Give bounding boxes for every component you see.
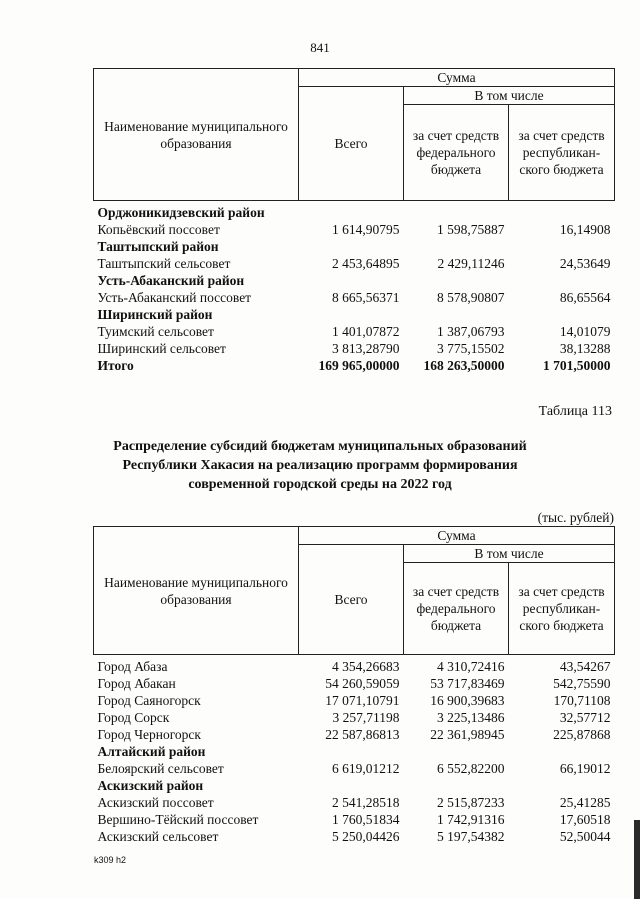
table-row — [94, 709, 615, 726]
table-row — [94, 692, 615, 709]
federal-value: 1 598,75887 — [437, 222, 505, 237]
republic-value: 43,54267 — [559, 659, 611, 674]
district-name: Таштыпский район — [97, 239, 219, 254]
table-row — [94, 323, 615, 340]
federal-value: 2 515,87233 — [437, 795, 505, 810]
header-republic: за счет средств республикан-ского бюджета — [509, 105, 615, 201]
table1-body — [94, 201, 615, 375]
municipality-name: Белоярский сельсовет — [97, 761, 224, 776]
municipality-name: Город Черногорск — [97, 727, 201, 742]
municipality-name: Копьёвский поссовет — [97, 222, 220, 237]
federal-value: 4 310,72416 — [437, 659, 505, 674]
federal-value: 53 717,83469 — [430, 676, 505, 691]
subsidy-table-113 — [93, 526, 615, 845]
header-sum: Сумма — [299, 69, 615, 87]
total-value: 5 250,04426 — [332, 829, 400, 844]
municipality-name: Ширинский сельсовет — [97, 341, 226, 356]
header-including: В том числе — [404, 87, 615, 105]
municipality-name: Аскизский сельсовет — [97, 829, 219, 844]
total-value: 169 965,00000 — [318, 358, 400, 373]
district-name: Орджоникидзевский район — [97, 205, 265, 220]
total-value: 54 260,59059 — [325, 676, 400, 691]
total-value: 3 813,28790 — [332, 341, 400, 356]
republic-value: 32,57712 — [559, 710, 611, 725]
municipality-name: Город Сорск — [97, 710, 170, 725]
total-value: 2 541,28518 — [332, 795, 400, 810]
table-row — [94, 221, 615, 238]
header-including: В том числе — [404, 545, 615, 563]
table-row — [94, 340, 615, 357]
subsidy-table-continued — [93, 68, 615, 374]
municipality-name: Итого — [97, 358, 134, 373]
federal-value: 5 197,54382 — [437, 829, 505, 844]
district-row — [94, 272, 615, 289]
district-name: Усть-Абаканский район — [97, 273, 245, 288]
republic-value: 1 701,50000 — [543, 358, 611, 373]
municipality-name: Вершино-Тёйский поссовет — [97, 812, 259, 827]
header-sum: Сумма — [299, 527, 615, 545]
table-row — [94, 794, 615, 811]
municipality-name: Усть-Абаканский поссовет — [97, 290, 252, 305]
table-row — [94, 811, 615, 828]
header-federal: за счет средств федерального бюджета — [404, 563, 509, 655]
municipality-name: Туимский сельсовет — [97, 324, 214, 339]
republic-value: 542,75590 — [553, 676, 611, 691]
header-republic: за счет средств республикан-ского бюджета — [509, 563, 615, 655]
total-value: 8 665,56371 — [332, 290, 400, 305]
republic-value: 16,14908 — [559, 222, 611, 237]
total-value: 6 619,01212 — [332, 761, 400, 776]
municipality-name: Город Абаза — [97, 659, 168, 674]
federal-value: 168 263,50000 — [423, 358, 505, 373]
republic-value: 52,50044 — [559, 829, 611, 844]
total-value: 3 257,71198 — [332, 710, 400, 725]
header-federal: за счет средств федерального бюджета — [404, 105, 509, 201]
municipality-name: Город Абакан — [97, 676, 176, 691]
header-name: Наименование муниципального образования — [94, 69, 299, 201]
federal-value: 3 775,15502 — [437, 341, 505, 356]
federal-value: 22 361,98945 — [430, 727, 505, 742]
title-line: Республики Хакасия на реализацию программ формирования — [122, 458, 518, 473]
republic-value: 14,01079 — [559, 324, 611, 339]
total-value: 1 614,90795 — [332, 222, 400, 237]
title-line: Распределение субсидий бюджетам муниципальных образований — [113, 439, 527, 454]
municipality-name: Город Саяногорск — [97, 693, 201, 708]
table-label: Таблица 113 — [538, 404, 612, 419]
table-row — [94, 726, 615, 743]
footer-code: k309 h2 — [94, 855, 127, 865]
header-total: Всего — [299, 87, 404, 201]
total-value: 1 760,51834 — [332, 812, 400, 827]
district-row — [94, 743, 615, 760]
scan-edge — [634, 820, 640, 899]
district-name: Аскизский район — [97, 778, 204, 793]
table-row — [94, 760, 615, 777]
total-value: 1 401,07872 — [332, 324, 400, 339]
page-number: 841 — [310, 40, 330, 55]
district-name: Алтайский район — [97, 744, 206, 759]
federal-value: 16 900,39683 — [430, 693, 505, 708]
header-name: Наименование муниципального образования — [94, 527, 299, 655]
republic-value: 170,71108 — [553, 693, 611, 708]
republic-value: 38,13288 — [559, 341, 611, 356]
table-row — [94, 658, 615, 675]
total-value: 2 453,64895 — [332, 256, 400, 271]
table-row — [94, 289, 615, 306]
federal-value: 1 387,06793 — [437, 324, 505, 339]
district-row — [94, 238, 615, 255]
table-row — [94, 675, 615, 692]
table-row — [94, 255, 615, 272]
total-row — [94, 357, 615, 374]
district-name: Ширинский район — [97, 307, 213, 322]
republic-value: 66,19012 — [559, 761, 611, 776]
total-value: 17 071,10791 — [325, 693, 400, 708]
document-title — [60, 437, 580, 494]
header-total: Всего — [299, 545, 404, 655]
federal-value: 6 552,82200 — [437, 761, 505, 776]
table2-body — [94, 655, 615, 846]
republic-value: 24,53649 — [559, 256, 611, 271]
republic-value: 25,41285 — [559, 795, 611, 810]
republic-value: 225,87868 — [553, 727, 611, 742]
units-label: (тыс. рублей) — [537, 510, 614, 525]
federal-value: 8 578,90807 — [437, 290, 505, 305]
municipality-name: Таштыпский сельсовет — [97, 256, 231, 271]
federal-value: 2 429,11246 — [437, 256, 505, 271]
republic-value: 86,65564 — [559, 290, 611, 305]
republic-value: 17,60518 — [559, 812, 611, 827]
federal-value: 3 225,13486 — [437, 710, 505, 725]
table-row — [94, 828, 615, 845]
district-row — [94, 306, 615, 323]
title-line: современной городской среды на 2022 год — [188, 477, 452, 492]
total-value: 4 354,26683 — [332, 659, 400, 674]
district-row — [94, 777, 615, 794]
federal-value: 1 742,91316 — [437, 812, 505, 827]
district-row — [94, 204, 615, 221]
municipality-name: Аскизский поссовет — [97, 795, 214, 810]
total-value: 22 587,86813 — [325, 727, 400, 742]
